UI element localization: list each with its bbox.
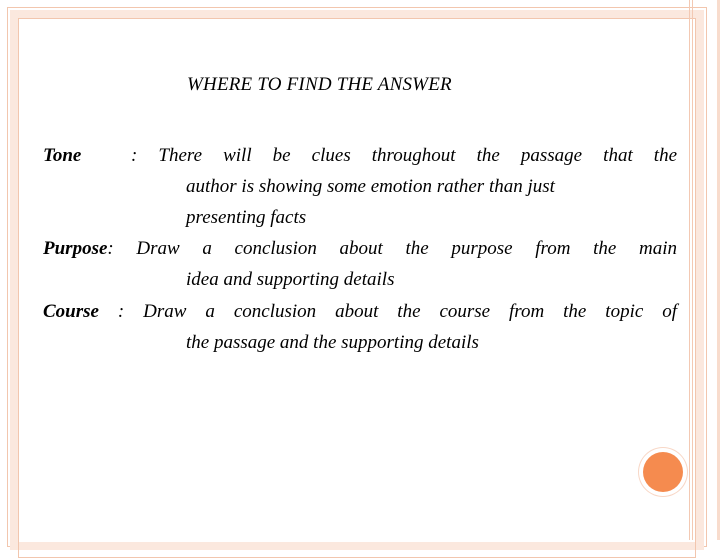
definition-first-line bbox=[43, 140, 677, 171]
right-decor-rule bbox=[689, 0, 690, 540]
definition-item-tone bbox=[43, 140, 677, 233]
decor-circle bbox=[643, 452, 683, 492]
definition-text: There will be clues throughout the passage that the bbox=[158, 145, 678, 166]
definition-separator: : bbox=[107, 238, 114, 259]
definition-term: Purpose bbox=[43, 238, 108, 259]
definition-text: Draw a conclusion about the course from the topic of bbox=[143, 301, 678, 322]
definition-separator: : bbox=[117, 301, 125, 322]
slide-title: WHERE TO FIND THE ANSWER bbox=[187, 74, 452, 95]
definition-text: Draw a conclusion about the purpose from the main bbox=[136, 238, 677, 259]
definition-continuation: presenting facts bbox=[186, 207, 307, 228]
definition-item-purpose bbox=[43, 233, 677, 295]
definition-continuation: idea and supporting details bbox=[186, 269, 395, 290]
definition-item-course bbox=[43, 296, 677, 358]
definition-term: Course bbox=[43, 301, 99, 322]
right-decor-rule bbox=[692, 0, 693, 540]
definition-continuation: the passage and the supporting details bbox=[186, 332, 479, 353]
definition-first-line bbox=[43, 296, 677, 327]
definition-first-line bbox=[43, 233, 677, 264]
definition-continuation: author is showing some emotion rather than just bbox=[186, 176, 555, 197]
definition-separator: : bbox=[131, 145, 138, 166]
definition-term: Tone bbox=[43, 145, 82, 166]
